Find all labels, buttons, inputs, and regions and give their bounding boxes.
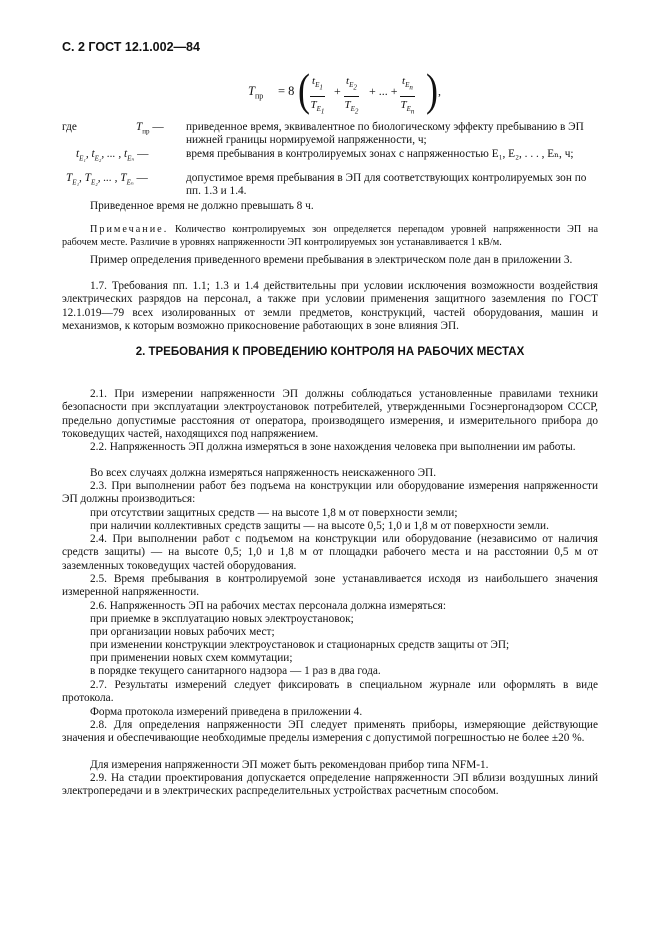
- formula-fraction-1: $\frac{t_{E_1}}{T_{E_1}}$: [310, 75, 325, 116]
- def2-text: время пребывания в контролируемых зонах с напряженностью E₁, E₂, . . . , Eₙ, ч;: [186, 148, 574, 160]
- formula-ellipsis: + ... +: [369, 84, 398, 98]
- para-2-1: 2.1. При измерении напряженности ЭП должны соблюдаться установленные правилами техники безопасности при эксплуатации электроустановок потребителей, утвержденными Госэнергонадзором СССР, предельно допустимые расстояния от оператора, производящего измерения, и измерительного прибора до токоведущих частей, находящихся под напряжением.: [62, 388, 598, 441]
- para-2-6a: при приемке в эксплуатацию новых электроустановок;: [90, 613, 354, 625]
- page-header: С. 2 ГОСТ 12.1.002—84: [62, 40, 200, 54]
- para-2-3: 2.3. При выполнении работ без подъема на конструкции или оборудование измерения напряженности ЭП должны производиться:: [62, 480, 598, 506]
- para-2-4: 2.4. При выполнении работ с подъемом на конструкции или оборудование (независимо от наличия средств защиты) — на высоте 0,5; 1,0 и 1,8 м от площадки рабочего места и на расстоянии 0,5 м от заземленных токоведущих частей оборудования.: [62, 533, 598, 572]
- formula-left-paren: (: [298, 65, 310, 115]
- formula-fraction-2: $\frac{t_{E_2}}{T_{E_2}}$: [344, 75, 359, 116]
- para-2-7: 2.7. Результаты измерений следует фиксировать в специальном журнале или оформлять в виде протокола.: [62, 679, 598, 705]
- para-2-7b: Форма протокола измерений приведена в приложении 4.: [90, 706, 363, 718]
- section-title: 2. ТРЕБОВАНИЯ К ПРОВЕДЕНИЮ КОНТРОЛЯ НА РАБОЧИХ МЕСТАХ: [135, 346, 525, 358]
- para-2-6: 2.6. Напряженность ЭП на рабочих местах персонала должна измеряться:: [90, 600, 446, 612]
- para-2-5: 2.5. Время пребывания в контролируемой зоне устанавливается исходя из наибольшего значения измеренной напряженности.: [62, 573, 598, 599]
- def1-text: приведенное время, эквивалентное по биологическому эффекту пребыванию в ЭП нижней границы нормируемой напряженности, ч;: [186, 121, 584, 147]
- para-2-3a: при отсутствии защитных средств — на высоте 1,8 м от поверхности земли;: [90, 507, 458, 519]
- para-2-6d: при применении новых схем коммутации;: [90, 652, 293, 664]
- para-2-6b: при организации новых рабочих мест;: [90, 626, 275, 638]
- note-text: Количество контролируемых зон определяется перепадом уровней напряженности ЭП на рабочем месте. Различие в уровнях напряженности ЭП контролируемых зон устанавливается 1 кВ/м.: [62, 224, 598, 248]
- formula-equals: = 8: [278, 84, 295, 98]
- para-2-8: 2.8. Для определения напряженности ЭП следует применять приборы, измеряющие действующие значения и обеспечивающие необходимые пределы измерения с допустимой погрешностью не более ±20 %.: [62, 719, 598, 745]
- formula-lhs: $T_{пр}$: [248, 84, 264, 101]
- formula: [248, 65, 441, 116]
- para-2-9: 2.9. На стадии проектирования допускается определение напряженности ЭП вблизи воздушных линий электропередачи и в электрических распределительных устройствах расчетным способом.: [62, 772, 598, 798]
- para-2-6c: при изменении конструкции электроустановок и стационарных средств защиты от ЭП;: [90, 639, 510, 651]
- formula-fraction-n: $t_{E_n}$ $T_{E_n}$: [400, 75, 415, 116]
- para-1-7: 1.7. Требования пп. 1.1; 1.3 и 1.4 действительны при условии исключения возможности воздействия электрических разрядов на персонал, а также при условии применения защитного заземления по ГОСТ 12.1.019—79 всех изолированных от земли предметов, конструкций, частей оборудования, машин и механизмов, к которым возможно прикосновение работающих в зоне влияния ЭП.: [62, 280, 598, 333]
- where-label: где: [62, 121, 77, 133]
- formula-right-paren: ): [426, 65, 438, 115]
- note-label: Примечание.: [90, 224, 169, 235]
- para-2-2b: Во всех случаях должна измеряться напряженность неискаженного ЭП.: [90, 467, 437, 479]
- def2-symbols: $t_{E_1}$, $t_{E_2}$, ... , $t_{E_n}$ —: [76, 148, 149, 163]
- para-2-3b: при наличии коллективных средств защиты — на высоте 0,5; 1,0 и 1,8 м от поверхности земли.: [90, 520, 549, 532]
- para-2-2: 2.2. Напряженность ЭП должна измеряться в зоне нахождения человека при выполнении им работы.: [90, 441, 576, 453]
- max-time-text: Приведенное время не должно превышать 8 ч.: [90, 200, 314, 212]
- para-2-6e: в порядке текущего санитарного надзора — 1 раз в два года.: [90, 665, 381, 677]
- formula-plus: +: [334, 84, 341, 98]
- note: [62, 224, 598, 249]
- def3-symbols: $T_{E_1}$, $T_{E_2}$, ... , $T_{E_n}$ —: [66, 172, 148, 187]
- para-example: Пример определения приведенного времени пребывания в электрическом поле дан в приложении 3.: [90, 254, 573, 266]
- para-2-8b: Для измерения напряженности ЭП может быть рекомендован прибор типа NFM-1.: [90, 759, 489, 771]
- def1-symbol: $T_{пр}$ —: [136, 121, 164, 136]
- formula-trailing-comma: ,: [438, 84, 441, 98]
- def3-text: допустимое время пребывания в ЭП для соответствующих контролируемых зон по пп. 1.3 и 1.4.: [186, 172, 587, 198]
